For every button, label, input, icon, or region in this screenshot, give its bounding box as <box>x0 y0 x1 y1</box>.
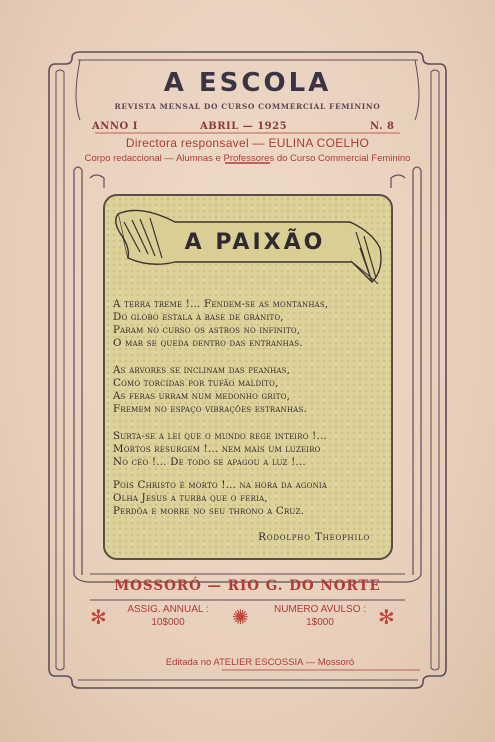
poem-line: Como torcidas por tufão maldito, <box>113 377 279 389</box>
editorial-board-line: Corpo redaccional — Alumnas e Professores do Curso Commercial Feminino <box>84 153 411 164</box>
issue-date: ABRIL — 1925 <box>200 121 288 132</box>
poem-line: Olha Jesus a turba que o feria, <box>113 492 268 504</box>
publisher-line: Editada no ATELIER ESCOSSIA — Mossoró <box>165 657 355 668</box>
poem-line: Do globo estala a base de granito, <box>113 311 284 323</box>
issue-number: N. 8 <box>370 121 395 132</box>
magazine-subtitle: REVISTA MENSAL DO CURSO COMMERCIAL FEMININO <box>114 102 381 111</box>
poem-line: Mortos resurgem !... nem mais um luzeiro <box>113 443 321 455</box>
city-line: MOSSORÓ — RIO G. DO NORTE <box>114 578 381 594</box>
poem-line: Param no curso os astros no infinito, <box>113 324 301 336</box>
poem-stanza-2 <box>113 364 388 416</box>
poem-line: Perdôa e morre no seu throno a Cruz. <box>113 505 305 517</box>
flower-ornament-icon: ✻ <box>378 605 395 629</box>
sun-ornament-icon: ✺ <box>232 605 249 629</box>
poem-line: A terra treme !... Fendem-se as montanhas, <box>113 298 329 310</box>
poem-stanza-3 <box>113 430 388 469</box>
poem-title: A PAIXÃO <box>184 230 326 255</box>
annual-subscription <box>118 603 218 629</box>
single-issue-label: NUMERO AVULSO : <box>273 604 367 615</box>
flower-ornament-icon: ✻ <box>90 605 107 629</box>
single-issue-price <box>270 603 370 629</box>
poem-line: As feras urram num medonho grito, <box>113 390 291 402</box>
annual-subscription-label: ASSIG. ANNUAL : <box>127 604 209 615</box>
magazine-title: A ESCOLA <box>163 68 332 98</box>
poem-line: O mar se queda dentro das entranhas. <box>113 337 303 349</box>
poem-author: Rodolpho Theophilo <box>258 531 370 543</box>
annual-subscription-price: 10$000 <box>151 617 185 628</box>
issue-year: ANNO I <box>92 121 138 132</box>
poem-line: As arvores se inclinam das peanhas, <box>113 364 291 376</box>
poem-line: Surta-se a lei que o mundo rege inteiro !... <box>113 430 327 442</box>
poem-line: Pois Christo é morto !... na hora da agonia <box>113 479 328 491</box>
single-issue-value: 1$000 <box>306 617 334 628</box>
poem-line: Fremem no espaço vibrações estranhas. <box>113 403 307 415</box>
poem-stanza-1 <box>113 298 388 350</box>
poem-line: No céo !... De todo se apagou a luz !... <box>113 456 306 468</box>
director-line: Directora responsavel — EULINA COELHO <box>125 136 370 150</box>
poem-stanza-4 <box>113 479 388 518</box>
